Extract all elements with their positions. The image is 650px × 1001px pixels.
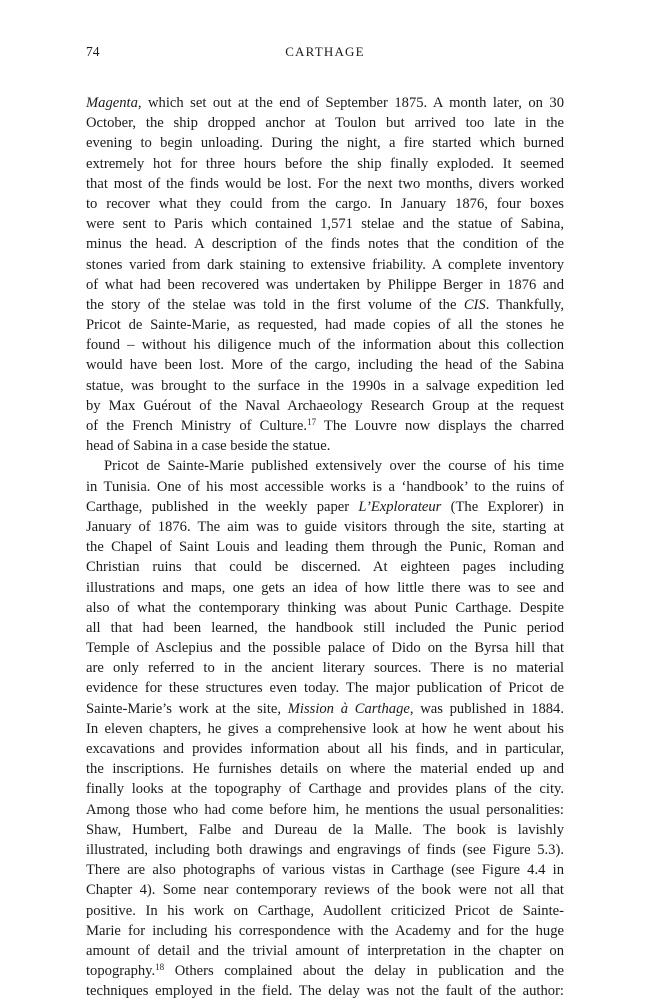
text-line: would have been lost. More of the cargo, including the head of the Sabina	[86, 357, 564, 374]
text-line: evening to begin unloading. During the night, a fire started which burned	[86, 135, 564, 152]
text-line: statue, was brought to the surface in the 1990s in a salvage expedition led	[86, 377, 564, 394]
page-header	[86, 44, 564, 64]
running-head: CARTHAGE	[285, 44, 365, 59]
text-line: October, the ship dropped anchor at Toulon but arrived too late in the	[86, 115, 564, 132]
text-line: Chapter 4). Some near contemporary reviews of the book were not all that	[86, 882, 564, 899]
text-line: In eleven chapters, he gives a comprehensive look at how he went about his	[86, 720, 564, 737]
text-line: Pricot de Sainte-Marie, as requested, had made copies of all the stones he	[86, 317, 564, 334]
text-line: excavations and provides information about all his finds, and in particular,	[86, 741, 564, 757]
text-line: evidence for these structures even today. The major publication of Pricot de	[86, 680, 564, 697]
text-line: Marie for including his correspondence with the Academy and for the huge	[86, 922, 564, 939]
cis-title: CIS	[463, 296, 486, 313]
text-line: head of Sabina in a case beside the statue.	[86, 438, 331, 455]
text-line: also of what the contemporary thinking was about Punic Carthage. Despite	[86, 599, 564, 616]
text-line: topography.$^{18}$ Others complained about the delay in publication and the	[86, 962, 564, 980]
text-line: of what had been recovered was undertaken by Philippe Berger in 1876 and	[86, 276, 564, 293]
text-line: in Tunisia. One of his most accessible works is a ‘handbook’ to the ruins of	[86, 478, 564, 495]
paragraph-start: Pricot de Sainte-Marie published extensively over the course of his time	[104, 458, 564, 475]
text-line: Temple of Asclepius and the possible palace of Dido on the Byrsa hill that	[86, 640, 564, 657]
book-title: Mission à Carthage	[287, 700, 410, 717]
text-line: of the French Ministry of Culture.$^{17}$ The Louvre now displays the charred	[86, 417, 564, 434]
text-line: Shaw, Humbert, Falbe and Dureau de la Malle. The book is lavishly	[86, 821, 564, 838]
text-line: Among those who had come before him, he mentions the usual personalities:	[86, 801, 564, 818]
footnote-ref: 18	[155, 962, 165, 973]
text-line: Christian ruins that could be discerned. At eighteen pages including	[86, 559, 564, 576]
text-line: to recover what they could from the cargo. In January 1876, four boxes	[86, 195, 564, 212]
text-line: extremely hot for three hours before the ship finally exploded. It seemed	[86, 155, 564, 172]
text-line: January of 1876. The aim was to guide visitors through the site, starting at	[86, 518, 564, 535]
text-line: Carthage, published in the weekly paper L’Explorateur (The Explorer) in	[86, 498, 564, 515]
text-line: were sent to Paris which contained 1,571 stelae and the statue of Sabina,	[86, 216, 564, 233]
text-line: illustrations and maps, one gets an idea of how little there was to see and	[86, 579, 564, 596]
text-line: Sainte-Marie’s work at the site, Mission à Carthage, was published in 1884.	[86, 700, 564, 717]
text-line: found – without his diligence much of the information about this collection	[86, 337, 564, 354]
text-line: by Max Guérout of the Naval Archaeology Research Group at the request	[86, 397, 564, 414]
body-text	[86, 93, 564, 1001]
ship-name: Magenta	[86, 95, 138, 111]
text-line: that most of the finds would be lost. For the next two months, divers worked	[86, 175, 564, 192]
text-line: Magenta, which set out at the end of September 1875. A month later, on 30	[86, 95, 564, 111]
text-line: the inscriptions. He furnishes details on where the material ended up and	[86, 761, 564, 778]
journal-title: L’Explorateur	[358, 498, 442, 515]
text-line: the story of the stelae was told in the first volume of the CIS. Thankfully,	[86, 296, 564, 313]
text-line: techniques employed in the field. The delay was not the fault of the author:	[86, 983, 564, 1000]
text-line: There are also photographs of various vistas in Carthage (see Figure 4.4 in	[86, 862, 564, 879]
text-line: positive. In his work on Carthage, Audollent criticized Pricot de Sainte-	[86, 902, 564, 919]
footnote-ref: 17	[307, 417, 317, 427]
text-line: all that had been learned, the handbook still included the Punic period	[86, 619, 564, 636]
text-line: finally looks at the topography of Carthage and provides plans of the city.	[86, 781, 564, 798]
text-line: minus the head. A description of the finds notes that the condition of the	[86, 236, 564, 253]
text-line: illustrated, including both drawings and engravings of finds (see Figure 5.3).	[86, 841, 564, 858]
text-line: stones varied from dark staining to extensive friability. A complete inventory	[86, 256, 564, 273]
text-line: amount of detail and the trivial amount of interpretation in the chapter on	[86, 942, 564, 959]
text-line: are only referred to in the ancient literary sources. There is no material	[86, 660, 564, 677]
text-line: the Chapel of Saint Louis and leading them through the Punic, Roman and	[86, 539, 564, 556]
page-number: 74	[86, 44, 100, 59]
